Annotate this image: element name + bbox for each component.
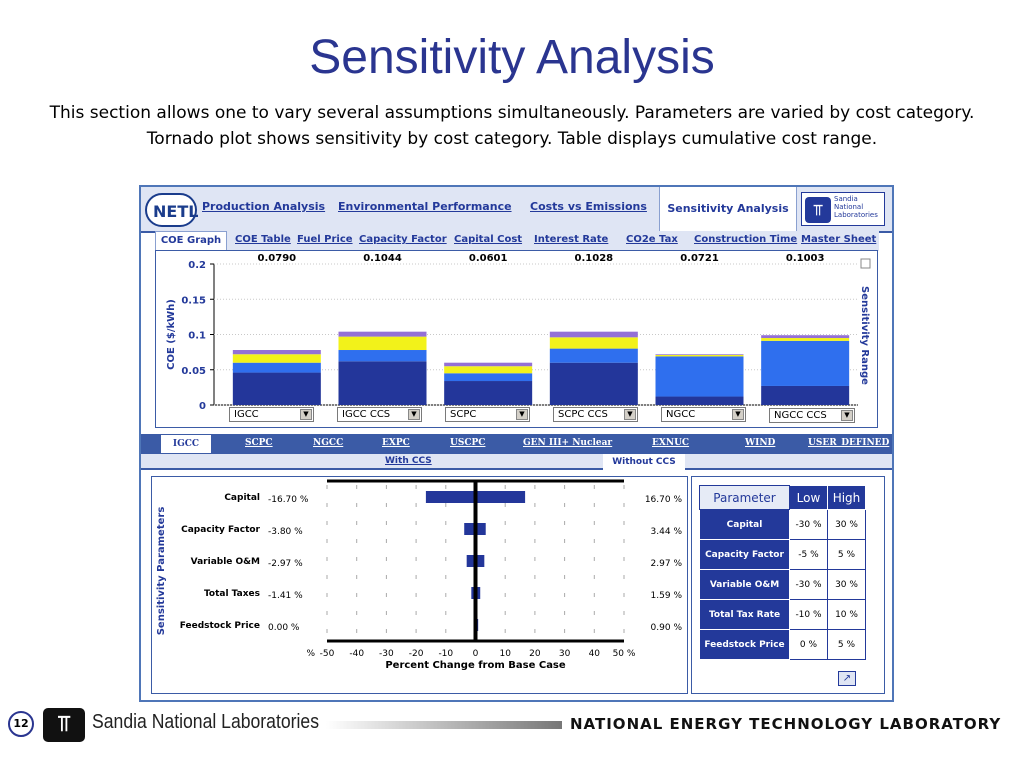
param-high[interactable]: 5 % [828, 540, 866, 570]
bar-segment [550, 332, 638, 338]
subtab-construction-time[interactable]: Construction Time [694, 234, 798, 245]
tornado-row-label: Total Taxes [203, 589, 260, 599]
select-scpc-value: SCPC [450, 409, 477, 420]
tornado-high-label: 0.90 % [650, 623, 682, 633]
bar-top-label: 0.1028 [574, 253, 614, 264]
footer [0, 706, 1024, 746]
bar-segment [339, 361, 427, 405]
tornado-chart [152, 477, 687, 693]
parameter-table [699, 485, 866, 660]
app-window [139, 185, 894, 702]
tornado-high-label: 1.59 % [650, 591, 682, 601]
x-tick-label: -20 [408, 649, 424, 659]
select-ngcc-value: NGCC [666, 409, 696, 420]
bar-segment [656, 397, 744, 405]
tab-sensitivity-analysis[interactable]: Sensitivity Analysis [659, 187, 797, 233]
bar-segment [233, 373, 321, 405]
tech-tab-wind[interactable]: WIND [745, 438, 776, 448]
header-low: Low [790, 486, 828, 510]
chevron-down-icon: ▼ [841, 410, 853, 421]
x-tick-label: -10 [438, 649, 454, 659]
param-name: Capacity Factor [700, 540, 790, 570]
chevron-down-icon: ▼ [408, 409, 420, 420]
x-tick-label: 50 % [612, 649, 636, 659]
bar-segment [656, 355, 744, 356]
param-high[interactable]: 10 % [828, 600, 866, 630]
tornado-low-label: -2.97 % [268, 559, 303, 569]
x-tick-prefix: % [306, 649, 315, 659]
param-name: Feedstock Price [700, 630, 790, 660]
tech-tab-user-defined[interactable]: USER_DEFINED [808, 438, 890, 448]
checkbox-icon [861, 259, 870, 268]
sandia-logo-text: Sandia National Laboratories [834, 195, 878, 219]
bar-segment [656, 356, 744, 396]
tornado-low-label: -3.80 % [268, 527, 303, 537]
table-row [700, 540, 866, 570]
netl-logo: NETL [145, 193, 197, 227]
tech-tab-ngcc[interactable]: NGCC [313, 438, 344, 448]
export-icon[interactable]: ↗ [838, 671, 856, 686]
select-igcc[interactable] [229, 407, 314, 422]
y-axis-label: COE ($/kWh) [166, 299, 177, 370]
slide-subtitle: This section allows one to vary several assumptions simultaneously. Parameters are varied by cost category. Tornado plot shows sensitivity by cost category. Table displays cumulative cost range. [49, 103, 975, 149]
ccs-tabs [141, 454, 892, 470]
tech-tab-scpc[interactable]: SCPC [245, 438, 273, 448]
tech-tab-exnuc[interactable]: EXNUC [652, 438, 690, 448]
x-tick-label: 0 [472, 649, 479, 659]
chevron-down-icon: ▼ [516, 409, 528, 420]
y-tick-label: 0.2 [188, 260, 206, 271]
bar-segment [233, 350, 321, 354]
param-high[interactable]: 30 % [828, 510, 866, 540]
tab-environmental-performance[interactable]: Environmental Performance [338, 200, 512, 213]
tornado-row-label: Feedstock Price [179, 621, 260, 631]
ccs-tab-with[interactable]: With CCS [385, 456, 432, 466]
header-high: High [828, 486, 866, 510]
subtab-fuel-price[interactable]: Fuel Price [297, 234, 353, 245]
y-axis-label: Sensitivity Parameters [156, 506, 167, 636]
select-igcc-value: IGCC [234, 409, 259, 420]
param-name: Total Tax Rate [700, 600, 790, 630]
select-scpc-ccs-value: SCPC CCS [558, 409, 608, 420]
param-high[interactable]: 5 % [828, 630, 866, 660]
sandia-thunderbird-icon: ⫪ [805, 197, 831, 223]
top-navigation [141, 187, 892, 233]
tab-production-analysis[interactable]: Production Analysis [202, 200, 326, 213]
y-tick-label: 0.1 [188, 330, 206, 342]
param-low[interactable]: -30 % [790, 570, 828, 600]
param-low[interactable]: -5 % [790, 540, 828, 570]
param-high[interactable]: 30 % [828, 570, 866, 600]
select-igcc-ccs-value: IGCC CCS [342, 409, 391, 420]
bar-segment [444, 363, 532, 367]
tech-tab-uscpc[interactable]: USCPC [450, 438, 486, 448]
subtab-capital-cost[interactable]: Capital Cost [454, 234, 523, 245]
y-tick-label: 0 [199, 401, 206, 412]
bar-segment [550, 337, 638, 348]
footer-sandia-text: Sandia National Laboratories [92, 711, 319, 733]
bar-segment [339, 337, 427, 350]
ccs-tab-without[interactable]: Without CCS [603, 454, 685, 470]
param-name: Capital [700, 510, 790, 540]
bar-top-label: 0.0721 [680, 253, 719, 264]
bar-segment [339, 350, 427, 361]
tornado-low-label: -1.41 % [268, 591, 303, 601]
param-low[interactable]: 0 % [790, 630, 828, 660]
y-tick-label: 0.15 [181, 295, 206, 307]
x-tick-label: -40 [349, 649, 365, 659]
tornado-low-label: 0.00 % [268, 623, 300, 633]
bar-segment [761, 341, 849, 386]
chevron-down-icon: ▼ [624, 409, 636, 420]
x-tick-label: -50 [319, 649, 335, 659]
bar-segment [444, 381, 532, 405]
param-low[interactable]: -10 % [790, 600, 828, 630]
page-number: 12 [8, 711, 34, 737]
bar-segment [550, 349, 638, 363]
coe-stacked-bar-chart [156, 251, 877, 427]
bar-segment [233, 354, 321, 362]
select-scpc[interactable] [445, 407, 530, 422]
x-tick-label: 20 [529, 649, 541, 659]
tornado-row-label: Variable O&M [190, 557, 260, 567]
chevron-down-icon: ▼ [300, 409, 312, 420]
bar-segment [339, 332, 427, 337]
bar-segment [444, 366, 532, 373]
technology-tabs [141, 434, 892, 454]
sensitivity-range-label: Sensitivity Range [859, 286, 870, 385]
chevron-down-icon: ▼ [732, 409, 744, 420]
y-tick-label: 0.05 [181, 365, 206, 377]
bar-segment [444, 373, 532, 381]
header-parameter: Parameter [700, 486, 790, 510]
subtab-coe-table[interactable]: COE Table [235, 234, 291, 245]
bar-segment [761, 335, 849, 338]
x-tick-label: 10 [499, 649, 511, 659]
parameter-table-panel [691, 476, 885, 694]
tornado-chart-panel [151, 476, 688, 694]
subtab-master-sheet[interactable]: Master Sheet [801, 234, 877, 245]
table-row [700, 630, 866, 660]
bar-top-label: 0.0790 [257, 253, 297, 264]
footer-netl-text: NATIONAL ENERGY TECHNOLOGY LABORATORY [570, 715, 1002, 733]
tornado-low-label: -16.70 % [268, 495, 309, 505]
table-row [700, 600, 866, 630]
bar-segment [656, 354, 744, 355]
select-igcc-ccs[interactable] [337, 407, 422, 422]
subtab-coe-graph[interactable]: COE Graph [155, 231, 227, 251]
tornado-high-label: 2.97 % [650, 559, 682, 569]
param-low[interactable]: -30 % [790, 510, 828, 540]
x-axis-label: Percent Change from Base Case [385, 660, 566, 671]
param-name: Variable O&M [700, 570, 790, 600]
table-header-row [700, 486, 866, 510]
bar-segment [550, 363, 638, 405]
sub-tabs [155, 231, 879, 251]
bar-segment [233, 363, 321, 373]
tornado-high-label: 3.44 % [650, 527, 682, 537]
x-tick-label: 30 [558, 649, 571, 659]
tech-tab-gen3-nuclear[interactable]: GEN III+ Nuclear [523, 438, 613, 448]
select-ngcc-ccs-value: NGCC CCS [774, 410, 827, 421]
sandia-thunderbird-icon: ⫪ [43, 708, 85, 742]
subtab-capacity-factor[interactable]: Capacity Factor [359, 234, 447, 245]
bar-segment [761, 386, 849, 405]
footer-divider [326, 721, 562, 729]
table-row [700, 570, 866, 600]
x-tick-label: -30 [379, 649, 394, 659]
select-ngcc[interactable] [661, 407, 746, 422]
subtab-interest-rate[interactable]: Interest Rate [534, 234, 609, 245]
tornado-high-label: 16.70 % [644, 495, 682, 505]
tornado-row-label: Capacity Factor [181, 525, 260, 535]
bar-segment [761, 338, 849, 341]
coe-chart-panel [155, 250, 878, 428]
tech-tab-igcc[interactable]: IGCC [161, 435, 211, 453]
tech-tab-expc[interactable]: EXPC [382, 438, 410, 448]
bar-top-label: 0.1003 [785, 253, 825, 264]
slide-title: Sensitivity Analysis [309, 31, 715, 84]
x-tick-label: 40 [588, 649, 601, 659]
table-row [700, 510, 866, 540]
tab-costs-vs-emissions[interactable]: Costs vs Emissions [530, 200, 647, 213]
bar-top-label: 0.1044 [363, 253, 402, 264]
bar-top-label: 0.0601 [468, 253, 508, 264]
sandia-logo [801, 192, 885, 226]
select-ngcc-ccs[interactable] [769, 408, 855, 423]
subtab-co2e-tax[interactable]: CO2e Tax [626, 234, 678, 245]
tornado-row-label: Capital [224, 493, 260, 503]
select-scpc-ccs[interactable] [553, 407, 638, 422]
